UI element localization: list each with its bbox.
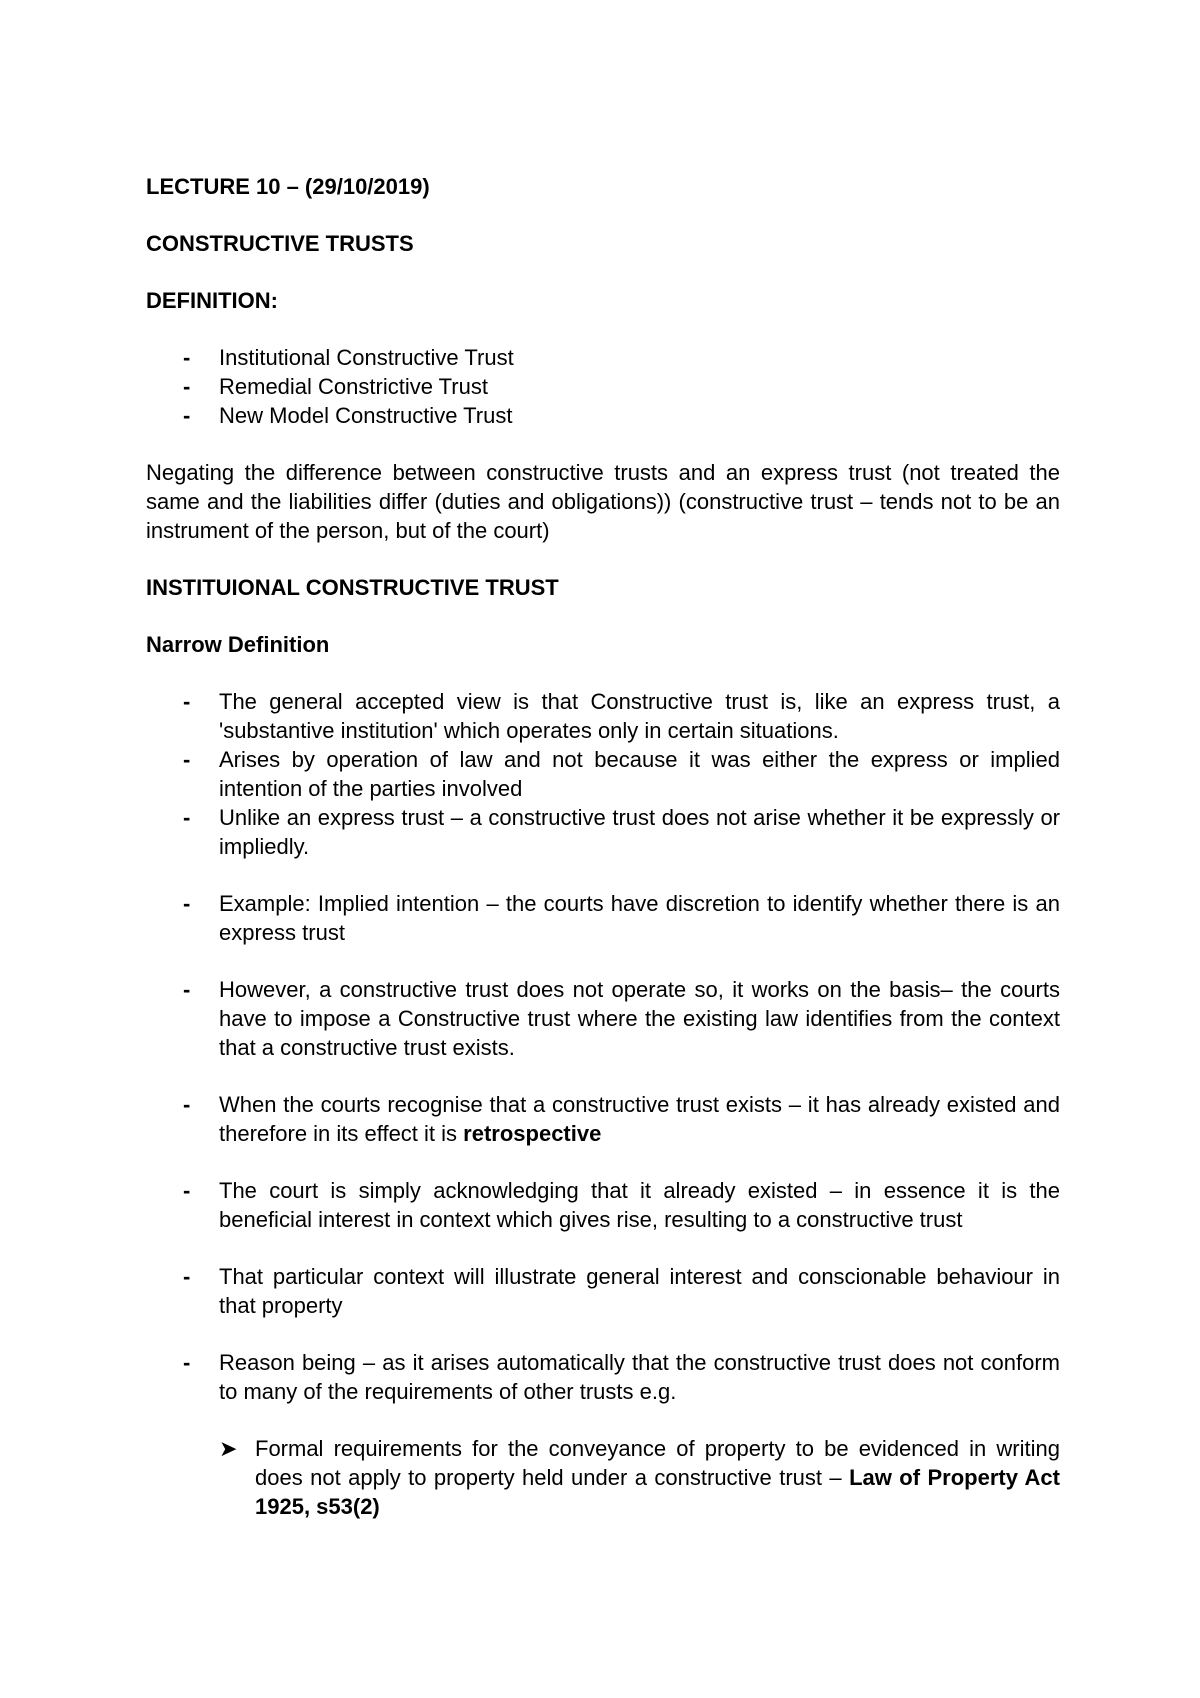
list-item: - New Model Constructive Trust: [183, 403, 513, 428]
list-item: - However, a constructive trust does not operate so, it works on the basis– the courts have to impose a Constructive trust where the existing law identifies from the context that a constructive trust exists.: [183, 977, 1060, 1060]
list-item: - The general accepted view is that Constructive trust is, like an express trust, a 'substantive institution' which operates only in certain situations.: [183, 689, 1060, 743]
statute-citation: Law of Property Act 1925, s53(2): [255, 1465, 1060, 1519]
lecture-title: LECTURE 10 – (29/10/2019): [146, 174, 430, 199]
retrospective-list: [146, 1090, 1060, 1148]
dash-bullet: -: [183, 747, 191, 772]
dash-bullet: -: [183, 977, 191, 1002]
document-body: [146, 172, 1060, 1521]
list-item: - The court is simply acknowledging that it already existed – in essence it is the beneficial interest in context which gives rise, resulting to a constructive trust: [183, 1178, 1060, 1232]
topic-heading: CONSTRUCTIVE TRUSTS: [146, 231, 414, 256]
narrow-definition-list: [146, 687, 1060, 861]
dash-bullet: -: [183, 1350, 191, 1375]
intro-paragraph: Negating the difference between constructive trusts and an express trust (not treated the same and the liabilities differ (duties and obligations)) (constructive trust – tends not to be an instrument of the person, but of the court): [146, 460, 1060, 543]
definition-heading: DEFINITION:: [146, 288, 278, 313]
dash-bullet: -: [183, 891, 191, 916]
dash-bullet: -: [183, 1264, 191, 1289]
acknowledge-list: [146, 1176, 1060, 1234]
list-item: - Reason being – as it arises automatically that the constructive trust does not conform to many of the requirements of other trusts e.g.: [183, 1350, 1060, 1404]
context-list: [146, 1262, 1060, 1320]
list-item: - Remedial Constrictive Trust: [183, 374, 488, 399]
list-item: - Institutional Constructive Trust: [183, 345, 514, 370]
dash-bullet: -: [183, 1092, 191, 1117]
example-list: [146, 889, 1060, 947]
dash-bullet: -: [183, 689, 191, 714]
dash-bullet: -: [183, 1178, 191, 1203]
list-item: - Unlike an express trust – a constructive trust does not arise whether it be expressly or impliedly.: [183, 805, 1060, 859]
list-item: - Arises by operation of law and not because it was either the express or implied intention of the parties involved: [183, 747, 1060, 801]
dash-bullet: -: [183, 805, 191, 830]
reason-list: [146, 1348, 1060, 1406]
subsection-heading: Narrow Definition: [146, 632, 330, 657]
dash-bullet: -: [183, 374, 191, 399]
list-item: - When the courts recognise that a constructive trust exists – it has already existed and therefore in its effect it is retrospective: [183, 1092, 1060, 1146]
list-item: - Example: Implied intention – the courts have discretion to identify whether there is an express trust: [183, 891, 1060, 945]
dash-bullet: -: [183, 345, 191, 370]
definition-list: [146, 343, 1060, 430]
section-heading: INSTITUIONAL CONSTRUCTIVE TRUST: [146, 575, 559, 600]
sub-list-item: ➤ Formal requirements for the conveyance of property to be evidenced in writing does not apply to property held under a constructive trust – Law of Property Act 1925, s53(2): [219, 1436, 1060, 1519]
however-list: [146, 975, 1060, 1062]
list-item: - That particular context will illustrate general interest and conscionable behaviour in that property: [183, 1264, 1060, 1318]
retrospective-term: retrospective: [463, 1121, 602, 1146]
arrow-bullet-icon: ➤: [219, 1436, 238, 1461]
dash-bullet: -: [183, 403, 191, 428]
